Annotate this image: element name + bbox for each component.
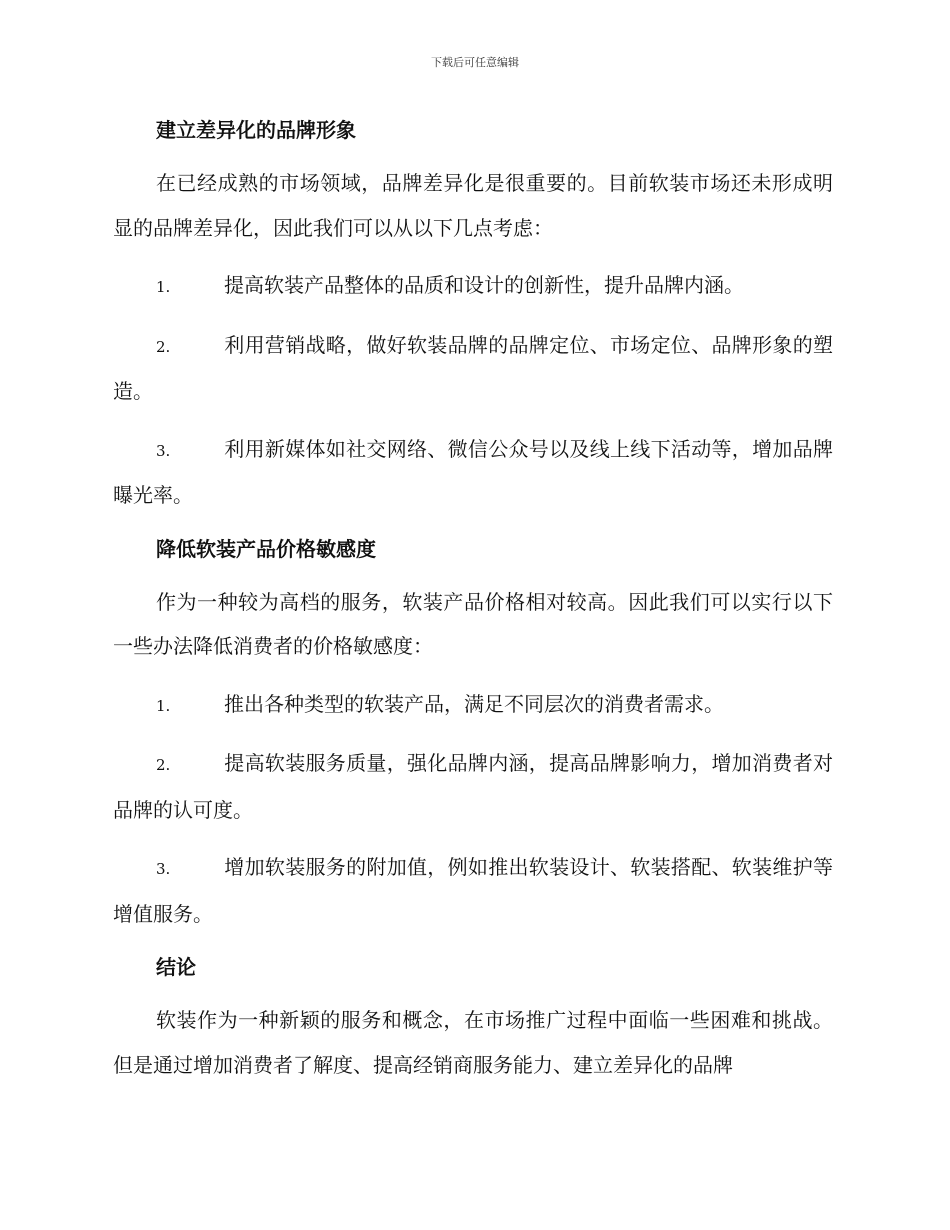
list-text: 增加软装服务的附加值，例如推出软装设计、软装搭配、软装维护等增值服务。: [113, 855, 833, 926]
section-heading: 降低软装产品价格敏感度: [156, 536, 376, 561]
list-text: 提高软装产品整体的品质和设计的创新性，提升品牌内涵。: [224, 273, 744, 297]
list-number: 1.: [156, 696, 171, 715]
list-number: 1.: [156, 278, 171, 296]
document-body: [113, 112, 833, 1100]
list-number: 2.: [156, 756, 171, 774]
list-number: 3.: [156, 441, 171, 460]
section-heading: 建立差异化的品牌形象: [156, 118, 356, 142]
section-paragraph: 在已经成熟的市场领域，品牌差异化是很重要的。目前软装市场还未形成明显的品牌差异化，因此我们可以从以下几点考虑：: [113, 171, 833, 240]
list-item: [113, 427, 833, 518]
list-text: 利用营销战略，做好软装品牌的品牌定位、市场定位、品牌形象的塑造。: [113, 332, 833, 403]
list-number: 3.: [156, 860, 171, 878]
list-item: [113, 263, 833, 310]
list-number: 2.: [156, 337, 171, 356]
list-item: [113, 323, 833, 414]
list-item: [113, 682, 833, 729]
section-paragraph: 软装作为一种新颖的服务和概念，在市场推广过程中面临一些困难和挑战。但是通过增加消费者了解度、提高经销商服务能力、建立差异化的品牌: [113, 1008, 833, 1077]
header-note: 下载后可任意编辑: [431, 56, 519, 69]
section-heading: 结论: [156, 955, 196, 979]
section-paragraph: 作为一种较为高档的服务，软装产品价格相对较高。因此我们可以实行以下一些办法降低消费者的价格敏感度：: [113, 589, 833, 658]
list-text: 推出各种类型的软装产品，满足不同层次的消费者需求。: [224, 691, 724, 716]
list-item: [113, 741, 833, 832]
list-text: 利用新媒体如社交网络、微信公众号以及线上线下活动等，增加品牌曝光率。: [113, 436, 833, 507]
list-text: 提高软装服务质量，强化品牌内涵，提高品牌影响力，增加消费者对品牌的认可度。: [113, 751, 833, 822]
list-item: [113, 845, 833, 936]
